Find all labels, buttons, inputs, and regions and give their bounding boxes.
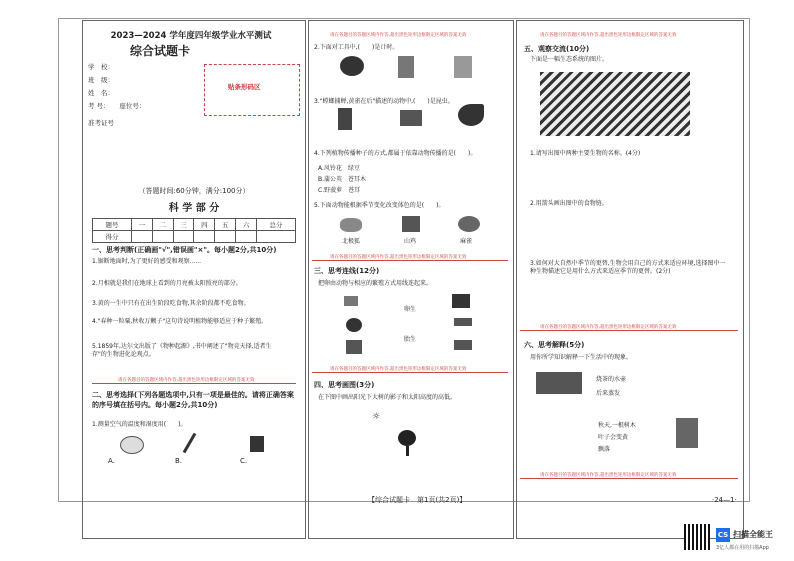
q2-opt-a: A. xyxy=(108,457,115,465)
examno-label: 考 号： 座位号： xyxy=(88,102,146,110)
notice-text: 请在各题目的答题区域内作答,超出黑色矩形边框限定区域的答案无效 xyxy=(330,33,467,38)
q3-mid: 卵生 xyxy=(404,306,417,313)
q5-text: 下面是一幅生态系统的图片。 xyxy=(530,56,609,63)
name-label: 姓 名： xyxy=(88,89,114,97)
q2-opt-b: B. xyxy=(175,457,183,465)
cicada-picture xyxy=(400,110,422,126)
animal-name: 北极狐 xyxy=(342,238,361,245)
score-cell[interactable] xyxy=(236,231,257,243)
score-cell[interactable] xyxy=(194,231,215,243)
clock-picture xyxy=(454,56,472,78)
score-table xyxy=(92,218,296,243)
q5-title: 五、观察交流(10分) xyxy=(524,45,590,53)
animal-picture xyxy=(344,296,358,306)
sundial-picture xyxy=(340,56,364,76)
ecosystem-picture xyxy=(540,72,690,136)
footer-left: 【综合试题卡 第1页(共2页)】 xyxy=(368,496,467,504)
notice-text: 请在各题目的答题区域内作答,超出黑色矩形边框限定区域的答案无效 xyxy=(118,378,255,383)
mantis-picture xyxy=(338,108,352,130)
divider xyxy=(520,478,738,479)
tree-trunk xyxy=(406,446,409,456)
animal-picture xyxy=(452,294,470,308)
q1-item: 4."春种一粒粟,秋收万颗子"这句诗说明植物能够适应于种子繁殖。 xyxy=(92,318,268,325)
q6-hint: 秋天,一根树木 xyxy=(598,422,636,429)
q6-title: 六、思考解释(5分) xyxy=(524,341,585,349)
q3-mid: 胎生 xyxy=(404,336,417,343)
divider xyxy=(312,372,508,373)
score-cell[interactable] xyxy=(173,231,194,243)
ticket-label: 准考证号 xyxy=(88,119,114,127)
hourglass-picture xyxy=(398,56,414,78)
card-title: 综合试题卡 xyxy=(130,44,191,58)
notice-text: 请在各题目的答题区域内作答,超出黑色矩形边框限定区域的答案无效 xyxy=(540,33,677,38)
animal-picture xyxy=(454,340,472,350)
page-number: ·24—1· xyxy=(712,496,737,504)
qr-code xyxy=(684,524,710,550)
class-label: 班 级： xyxy=(88,76,114,84)
notice-text: 请在各题目的答题区域内作答,超出黑色矩形边框限定区域的答案无效 xyxy=(330,255,467,260)
q3-text: 把卵由动物与相应的繁殖方式用线连起来。 xyxy=(318,280,433,287)
score-header: 五 xyxy=(215,219,236,231)
q5-item: 1.请写出图中两种主要生物的名称。(4分) xyxy=(530,150,641,157)
app-name: 扫描全能王 xyxy=(733,530,773,539)
q2-4: 4.下列植物传播种子的方式,都属于依靠动物传播的是( )。 xyxy=(314,150,477,157)
score-cell[interactable] xyxy=(215,231,236,243)
kettle-picture xyxy=(536,372,582,394)
q6-hint: 后来蒸发 xyxy=(596,390,621,397)
animal-picture xyxy=(346,340,362,354)
q2-2: 2.下面对工具中,( )是计时。 xyxy=(314,44,399,51)
exam-info: （答题时间:60分钟，满分:100分） xyxy=(138,187,250,195)
animal-name: 山鸡 xyxy=(404,238,417,245)
q4-title: 四、思考画图(3分) xyxy=(314,381,375,389)
divider xyxy=(92,383,296,384)
q6-text: 用你所学知识解释一下生活中的现象。 xyxy=(530,354,633,361)
q2-4-opt: B.蒲公英 苍耳木 xyxy=(318,176,367,183)
year-title: 2023—2024 学年度四年级学业水平测试 xyxy=(110,31,272,41)
barcode-label: 贴条形码区 xyxy=(228,83,261,91)
score-cell[interactable] xyxy=(256,231,295,243)
notice-text: 请在各题目的答题区域内作答,超出黑色矩形边框限定区域的答案无效 xyxy=(330,367,467,372)
score-cell[interactable] xyxy=(131,231,152,243)
thermometer-picture xyxy=(120,436,144,454)
q2-3: 3."螳螂捕蝉,黄雀在后"描述的动物中,( )是昆虫。 xyxy=(314,98,454,105)
score-header: 四 xyxy=(194,219,215,231)
animal-picture xyxy=(346,318,362,332)
divider xyxy=(312,260,508,261)
sun-icon: ☼ xyxy=(372,412,381,422)
school-label: 学 校： xyxy=(88,63,114,71)
notice-text: 请在各题目的答题区域内作答,超出黑色矩形边框限定区域的答案无效 xyxy=(540,473,677,478)
q1-item: 3.黄的一生中只有在出生阶段吃食物,其余阶段都不吃食物。 xyxy=(92,300,250,307)
q2-opt-c: C. xyxy=(240,457,248,465)
tree-picture xyxy=(398,430,416,446)
score-header: 二 xyxy=(152,219,173,231)
animal-name: 麻雀 xyxy=(460,238,473,245)
q1-item: 5.1859年,达尔文出版了《物种起源》,书中阐述了"物竞天择,适者生存"的生物进化论观点。 xyxy=(92,343,272,358)
score-header: 一 xyxy=(131,219,152,231)
q6-hint: 飘落 xyxy=(598,446,611,453)
score-header: 六 xyxy=(236,219,257,231)
meter-picture xyxy=(250,436,264,452)
q2-item: 1.测量空气的温度和湿度用( )。 xyxy=(92,421,187,428)
tree-picture xyxy=(676,418,698,448)
score-row-label: 得分 xyxy=(93,231,132,243)
section-title: 科 学 部 分 xyxy=(168,203,220,214)
q5-item: 3.如何对大自然中季节的更替,生物会用自己的方式来适应环境,选择图中一种生物描述它是用什么方式来适应季节的更替。(2分) xyxy=(530,260,726,275)
q1-item: 2.月相就是我们在地球上看到的月亮被太阳照亮的部分。 xyxy=(92,280,242,287)
q3-title: 三、思考连线(12分) xyxy=(314,267,380,275)
q2-4-opt: A.风铃花 绿豆 xyxy=(318,165,360,172)
notice-text: 请在各题目的答题区域内作答,超出黑色矩形边框限定区域的答案无效 xyxy=(540,325,677,330)
bird-picture xyxy=(458,104,484,126)
q1-item: 1.锯断地面时,为了更好的感受和观察...... xyxy=(92,258,202,265)
sparrow-picture xyxy=(458,216,480,232)
q6-hint: 烧茶的水壶 xyxy=(596,376,627,383)
q4-text: 在下图中画出阳光下大树的影子和太阳高度的高低。 xyxy=(318,394,457,401)
camscanner-icon: CS xyxy=(716,528,730,542)
q2-5: 5.下面动物能根据季节变化改变体色的是( )。 xyxy=(314,202,445,209)
animal-picture xyxy=(454,318,472,326)
q1-title: 一、思考判断(正确画"√",错误画"×"。每小题2分,共10分) xyxy=(92,246,277,254)
fox-picture xyxy=(340,218,362,232)
q5-item: 2.用箭头画出图中的食物链。 xyxy=(530,200,608,207)
score-header: 总分 xyxy=(256,219,295,231)
q2-title: 二、思考选择(下列各题选项中,只有一项是最佳的。请将正确答案的序号填在括号内。每小题2分,共10分) xyxy=(92,391,294,409)
q2-4-opt: C.野菠萝 苍耳 xyxy=(318,187,361,194)
score-cell[interactable] xyxy=(152,231,173,243)
q6-hint: 叶子会变黄 xyxy=(598,434,629,441)
score-header: 题号 xyxy=(93,219,132,231)
score-header: 三 xyxy=(173,219,194,231)
divider xyxy=(520,330,738,331)
pheasant-picture xyxy=(402,216,420,232)
app-subtitle: 3亿人都在用的扫描App xyxy=(716,545,769,551)
